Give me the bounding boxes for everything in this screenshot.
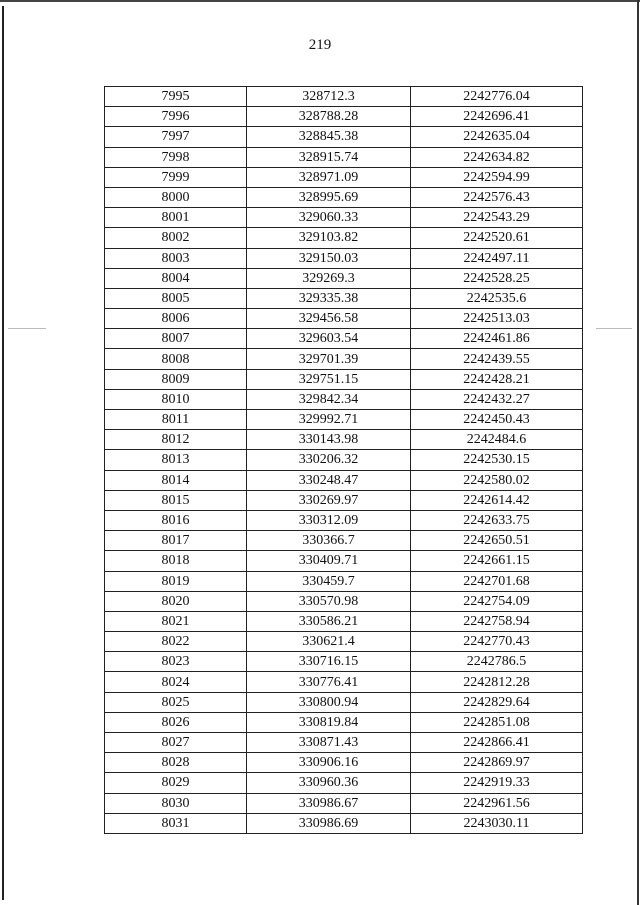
table-row — [105, 672, 583, 692]
x-coordinate-cell: 330459.7 — [247, 571, 411, 591]
point-number-cell: 8019 — [105, 571, 247, 591]
y-coordinate-cell: 2242770.43 — [411, 632, 583, 652]
point-number-cell: 8006 — [105, 309, 247, 329]
y-coordinate-cell: 2242594.99 — [411, 167, 583, 187]
point-number-cell: 8022 — [105, 632, 247, 652]
point-number-cell: 8004 — [105, 268, 247, 288]
x-coordinate-cell: 330143.98 — [247, 430, 411, 450]
point-number-cell: 8014 — [105, 470, 247, 490]
table-row — [105, 692, 583, 712]
scan-border-left — [2, 6, 4, 900]
x-coordinate-cell: 329992.71 — [247, 410, 411, 430]
x-coordinate-cell: 330906.16 — [247, 753, 411, 773]
x-coordinate-cell: 330986.69 — [247, 813, 411, 833]
y-coordinate-cell: 2242461.86 — [411, 329, 583, 349]
point-number-cell: 8007 — [105, 329, 247, 349]
y-coordinate-cell: 2242919.33 — [411, 773, 583, 793]
point-number-cell: 8017 — [105, 531, 247, 551]
y-coordinate-cell: 2242961.56 — [411, 793, 583, 813]
x-coordinate-cell: 330871.43 — [247, 733, 411, 753]
x-coordinate-cell: 329269.3 — [247, 268, 411, 288]
coordinates-table — [104, 86, 583, 834]
x-coordinate-cell: 330960.36 — [247, 773, 411, 793]
point-number-cell: 7998 — [105, 147, 247, 167]
table-row — [105, 652, 583, 672]
point-number-cell: 8000 — [105, 187, 247, 207]
point-number-cell: 8001 — [105, 208, 247, 228]
y-coordinate-cell: 2242634.82 — [411, 147, 583, 167]
scan-speck — [8, 328, 46, 329]
y-coordinate-cell: 2242696.41 — [411, 107, 583, 127]
table-row — [105, 349, 583, 369]
x-coordinate-cell: 328788.28 — [247, 107, 411, 127]
table-row — [105, 248, 583, 268]
y-coordinate-cell: 2242633.75 — [411, 510, 583, 530]
y-coordinate-cell: 2242701.68 — [411, 571, 583, 591]
table-row — [105, 531, 583, 551]
table-row — [105, 268, 583, 288]
point-number-cell: 8015 — [105, 490, 247, 510]
y-coordinate-cell: 2242776.04 — [411, 87, 583, 107]
point-number-cell: 8023 — [105, 652, 247, 672]
table-row — [105, 87, 583, 107]
y-coordinate-cell: 2242528.25 — [411, 268, 583, 288]
x-coordinate-cell: 328971.09 — [247, 167, 411, 187]
point-number-cell: 8024 — [105, 672, 247, 692]
y-coordinate-cell: 2242758.94 — [411, 611, 583, 631]
y-coordinate-cell: 2242661.15 — [411, 551, 583, 571]
table-row — [105, 147, 583, 167]
y-coordinate-cell: 2242432.27 — [411, 389, 583, 409]
scan-speck — [596, 328, 632, 329]
x-coordinate-cell: 330409.71 — [247, 551, 411, 571]
point-number-cell: 8018 — [105, 551, 247, 571]
table-row — [105, 470, 583, 490]
point-number-cell: 8010 — [105, 389, 247, 409]
x-coordinate-cell: 329603.54 — [247, 329, 411, 349]
x-coordinate-cell: 329335.38 — [247, 288, 411, 308]
x-coordinate-cell: 330248.47 — [247, 470, 411, 490]
point-number-cell: 8002 — [105, 228, 247, 248]
point-number-cell: 8021 — [105, 611, 247, 631]
point-number-cell: 8030 — [105, 793, 247, 813]
y-coordinate-cell: 2242530.15 — [411, 450, 583, 470]
point-number-cell: 8003 — [105, 248, 247, 268]
point-number-cell: 8009 — [105, 369, 247, 389]
x-coordinate-cell: 330312.09 — [247, 510, 411, 530]
y-coordinate-cell: 2242851.08 — [411, 712, 583, 732]
table-row — [105, 611, 583, 631]
x-coordinate-cell: 330586.21 — [247, 611, 411, 631]
y-coordinate-cell: 2242439.55 — [411, 349, 583, 369]
point-number-cell: 8029 — [105, 773, 247, 793]
table-row — [105, 510, 583, 530]
point-number-cell: 7995 — [105, 87, 247, 107]
y-coordinate-cell: 2242450.43 — [411, 410, 583, 430]
table-row — [105, 450, 583, 470]
x-coordinate-cell: 329842.34 — [247, 389, 411, 409]
x-coordinate-cell: 330819.84 — [247, 712, 411, 732]
x-coordinate-cell: 329751.15 — [247, 369, 411, 389]
y-coordinate-cell: 2242520.61 — [411, 228, 583, 248]
y-coordinate-cell: 2242812.28 — [411, 672, 583, 692]
table-row — [105, 288, 583, 308]
x-coordinate-cell: 330366.7 — [247, 531, 411, 551]
y-coordinate-cell: 2242428.21 — [411, 369, 583, 389]
table-row — [105, 813, 583, 833]
point-number-cell: 8025 — [105, 692, 247, 712]
point-number-cell: 8026 — [105, 712, 247, 732]
x-coordinate-cell: 330570.98 — [247, 591, 411, 611]
x-coordinate-cell: 329701.39 — [247, 349, 411, 369]
table-row — [105, 107, 583, 127]
y-coordinate-cell: 2242484.6 — [411, 430, 583, 450]
x-coordinate-cell: 328915.74 — [247, 147, 411, 167]
x-coordinate-cell: 328845.38 — [247, 127, 411, 147]
table-row — [105, 551, 583, 571]
point-number-cell: 8016 — [105, 510, 247, 530]
x-coordinate-cell: 329456.58 — [247, 309, 411, 329]
point-number-cell: 8008 — [105, 349, 247, 369]
x-coordinate-cell: 330716.15 — [247, 652, 411, 672]
point-number-cell: 8031 — [105, 813, 247, 833]
y-coordinate-cell: 2243030.11 — [411, 813, 583, 833]
table-row — [105, 753, 583, 773]
x-coordinate-cell: 330621.4 — [247, 632, 411, 652]
y-coordinate-cell: 2242650.51 — [411, 531, 583, 551]
table-row — [105, 369, 583, 389]
x-coordinate-cell: 330269.97 — [247, 490, 411, 510]
table-row — [105, 309, 583, 329]
point-number-cell: 8013 — [105, 450, 247, 470]
scan-border-top — [0, 0, 640, 2]
table-row — [105, 632, 583, 652]
table-row — [105, 712, 583, 732]
y-coordinate-cell: 2242580.02 — [411, 470, 583, 490]
table-row — [105, 208, 583, 228]
table-row — [105, 571, 583, 591]
point-number-cell: 7996 — [105, 107, 247, 127]
table-row — [105, 228, 583, 248]
table-row — [105, 187, 583, 207]
table-row — [105, 410, 583, 430]
table-row — [105, 733, 583, 753]
y-coordinate-cell: 2242576.43 — [411, 187, 583, 207]
table-row — [105, 389, 583, 409]
x-coordinate-cell: 329150.03 — [247, 248, 411, 268]
point-number-cell: 8027 — [105, 733, 247, 753]
point-number-cell: 7997 — [105, 127, 247, 147]
table-row — [105, 773, 583, 793]
y-coordinate-cell: 2242543.29 — [411, 208, 583, 228]
y-coordinate-cell: 2242513.03 — [411, 309, 583, 329]
y-coordinate-cell: 2242866.41 — [411, 733, 583, 753]
table-row — [105, 430, 583, 450]
table-row — [105, 490, 583, 510]
x-coordinate-cell: 328712.3 — [247, 87, 411, 107]
y-coordinate-cell: 2242497.11 — [411, 248, 583, 268]
y-coordinate-cell: 2242786.5 — [411, 652, 583, 672]
table-row — [105, 591, 583, 611]
y-coordinate-cell: 2242754.09 — [411, 591, 583, 611]
table-row — [105, 167, 583, 187]
table-row — [105, 793, 583, 813]
x-coordinate-cell: 329060.33 — [247, 208, 411, 228]
x-coordinate-cell: 330986.67 — [247, 793, 411, 813]
point-number-cell: 8028 — [105, 753, 247, 773]
scan-border-right — [637, 0, 639, 905]
page-number: 219 — [308, 37, 332, 53]
x-coordinate-cell: 330776.41 — [247, 672, 411, 692]
coordinates-table-body — [105, 87, 583, 834]
x-coordinate-cell: 329103.82 — [247, 228, 411, 248]
point-number-cell: 8020 — [105, 591, 247, 611]
point-number-cell: 8011 — [105, 410, 247, 430]
table-row — [105, 127, 583, 147]
point-number-cell: 8005 — [105, 288, 247, 308]
y-coordinate-cell: 2242869.97 — [411, 753, 583, 773]
table-row — [105, 329, 583, 349]
x-coordinate-cell: 330206.32 — [247, 450, 411, 470]
y-coordinate-cell: 2242535.6 — [411, 288, 583, 308]
x-coordinate-cell: 328995.69 — [247, 187, 411, 207]
y-coordinate-cell: 2242614.42 — [411, 490, 583, 510]
point-number-cell: 7999 — [105, 167, 247, 187]
y-coordinate-cell: 2242829.64 — [411, 692, 583, 712]
point-number-cell: 8012 — [105, 430, 247, 450]
y-coordinate-cell: 2242635.04 — [411, 127, 583, 147]
x-coordinate-cell: 330800.94 — [247, 692, 411, 712]
